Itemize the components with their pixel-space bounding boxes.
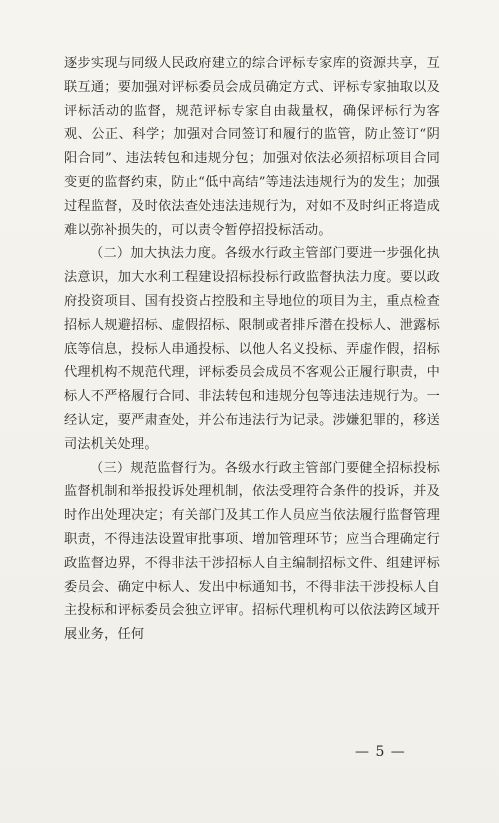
paragraph-1: 逐步实现与同级人民政府建立的综合评标专家库的资源共享，互联互通；要加强对评标委员会成员确定方式、评标专家抽取以及评标活动的监督，规范评标专家自由裁量权，确保评标行为客观、公正、科学；加强对合同签订和履行的监管，防止签订“阴阳合同”、违法转包和违规分包；加强对依法必须招标项目合同变更的监督约束，防止“低中高结”等违法违规行为的发生；加强过程监督，及时依法查处违法违规行为，对如不及时纠正将造成难以弥补损失的，可以责令暂停招投标活动。 — [64, 56, 440, 238]
page-number: — 5 — — [355, 744, 406, 760]
paragraph-3: （三）规范监督行为。各级水行政主管部门要健全招标投标监督机制和举报投诉处理机制，依法受理符合条件的投诉，并及时作出处理决定；有关部门及其工作人员应当依法履行监督管理职责，不得违法设置审批事项、增加管理环节；应当合理确定行政监督边界，不得非法干涉招标人自主编制招标文件、组建评标委员会、确定中标人、发出中标通知书，不得非法干涉投标人自主投标和评标委员会独立评审。招标代理机构可以依法跨区域开展业务，任何 — [64, 460, 440, 643]
paragraph-2: （二）加大执法力度。各级水行政主管部门要进一步强化执法意识，加大水利工程建设招标投标行政监督执法力度。要以政府投资项目、国有投资占控股和主导地位的项目为主，重点检查招标人规避招标、虚假招标、限制或者排斥潜在投标人、泄露标底等信息，投标人串通投标、以他人名义投标、弄虚作假，招标代理机构不规范代理，评标委员会成员不客观公正履行职责，中标人不严格履行合同、非法转包和违规分包等违法违规行为。一经认定，要严肃查处，并公布违法行为记录。涉嫌犯罪的，移送司法机关处理。 — [64, 246, 440, 452]
body-text — [64, 52, 440, 647]
